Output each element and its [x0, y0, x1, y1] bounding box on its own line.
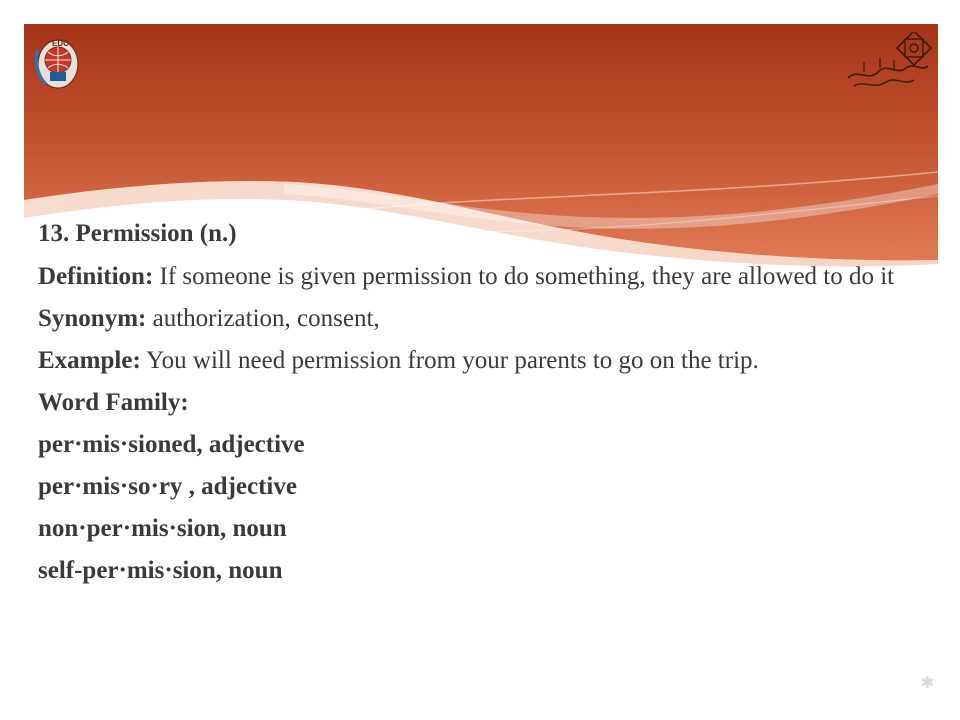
definition-text: If someone is given permission to do something, they are allowed to do it	[153, 263, 895, 290]
example-text: You will need permission from your parents to go on the trip.	[140, 347, 759, 374]
example-paragraph	[38, 345, 924, 376]
corner-asterisk-icon: ✱	[920, 675, 934, 692]
word-family-label: Word Family:	[38, 389, 189, 416]
synonym-paragraph	[38, 303, 924, 334]
word-family-item: self-per·mis·sion, noun	[38, 557, 283, 584]
synonym-label: Synonym:	[38, 305, 147, 332]
synonym-text: authorization, consent,	[146, 305, 380, 332]
slide	[24, 24, 938, 696]
word-title: 13. Permission (n.)	[38, 220, 237, 247]
slide-content	[38, 218, 924, 597]
definition-paragraph	[38, 261, 924, 292]
definition-label: Definition:	[38, 263, 154, 290]
svg-text:EDC: EDC	[52, 39, 69, 48]
university-emblem-logo-icon	[30, 30, 90, 100]
example-label: Example:	[38, 347, 141, 374]
medical-university-logo-icon	[844, 32, 932, 102]
word-family-item: per·mis·sioned, adjective	[38, 431, 305, 458]
word-family-section	[38, 387, 924, 586]
word-family-item: non·per·mis·sion, noun	[38, 515, 287, 542]
word-family-item: per·mis·so·ry , adjective	[38, 473, 297, 500]
